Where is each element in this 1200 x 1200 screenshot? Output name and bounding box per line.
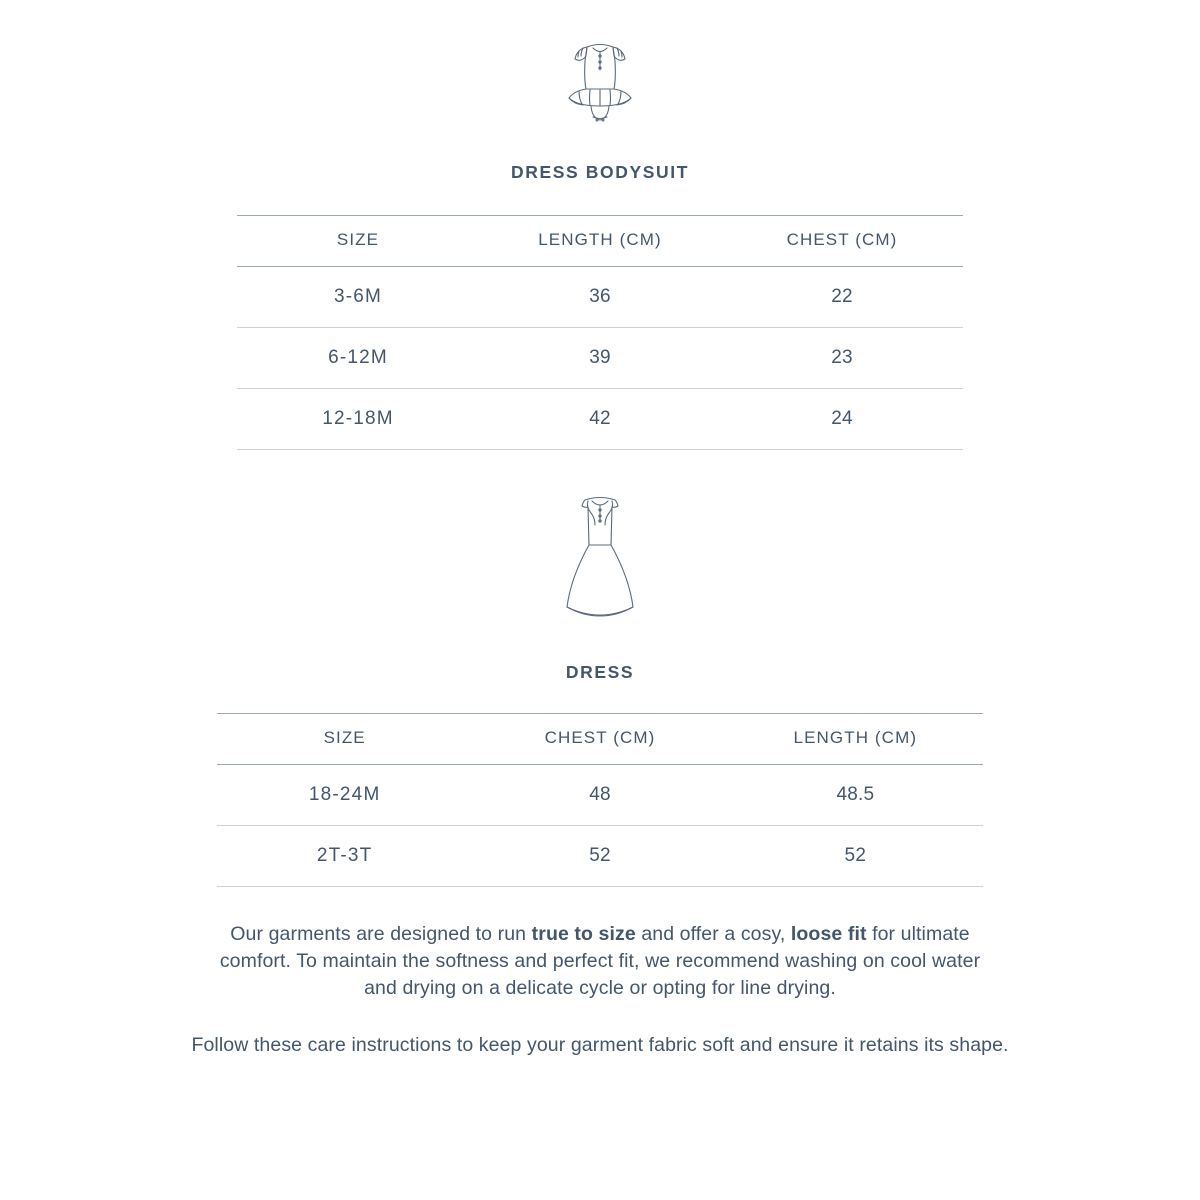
table-row <box>237 267 963 328</box>
section-title-dress: DRESS <box>565 662 635 682</box>
table-header-row <box>217 714 983 765</box>
cell-length: 48.5 <box>728 765 983 826</box>
cell-chest: 24 <box>721 389 963 450</box>
cell-size: 3-6M <box>237 267 479 328</box>
cell-size: 18-24M <box>217 765 472 826</box>
cell-length: 36 <box>479 267 721 328</box>
care-paragraph-2: Follow these care instructions to keep your garment fabric soft and ensure it retains its shape. <box>191 1034 1009 1056</box>
size-table-dress-bodysuit <box>237 215 963 450</box>
dress-bodysuit-icon <box>545 34 655 144</box>
cell-length: 39 <box>479 328 721 389</box>
dress-bodysuit-illustration-wrap <box>0 34 1200 144</box>
table-header-row <box>237 216 963 267</box>
column-header-length: LENGTH (CM) <box>479 216 721 267</box>
cell-size: 12-18M <box>237 389 479 450</box>
dress-illustration-wrap <box>0 490 1200 640</box>
care-bold-loose-fit: loose fit <box>790 923 867 945</box>
care-bold-true-to-size: true to size <box>531 923 636 945</box>
column-header-length: LENGTH (CM) <box>728 714 983 765</box>
cell-length: 42 <box>479 389 721 450</box>
cell-chest: 52 <box>472 826 727 887</box>
cell-chest: 22 <box>721 267 963 328</box>
dress-icon <box>535 490 665 640</box>
column-header-size: SIZE <box>217 714 472 765</box>
section-title-dress-bodysuit: DRESS BODYSUIT <box>511 162 689 182</box>
cell-chest: 23 <box>721 328 963 389</box>
care-text-part-1: Our garments are designed to run <box>230 923 532 945</box>
size-table-dress <box>217 713 983 887</box>
column-header-chest: CHEST (CM) <box>472 714 727 765</box>
table-row <box>217 826 983 887</box>
section-dress-bodysuit <box>0 0 1200 450</box>
table-row <box>237 389 963 450</box>
cell-size: 6-12M <box>237 328 479 389</box>
column-header-chest: CHEST (CM) <box>721 216 963 267</box>
table-row <box>217 765 983 826</box>
cell-size: 2T-3T <box>217 826 472 887</box>
care-paragraph-1 <box>205 921 995 1002</box>
table-row <box>237 328 963 389</box>
care-text-part-2: and offer a cosy, <box>635 923 791 945</box>
column-header-size: SIZE <box>237 216 479 267</box>
cell-length: 52 <box>728 826 983 887</box>
section-dress <box>0 450 1200 887</box>
care-text-part-3: for ultimate comfort. To maintain the softness and perfect fit, we recommend washing on cool water and drying on a delicate cycle or opting for line drying. <box>219 923 981 999</box>
cell-chest: 48 <box>472 765 727 826</box>
